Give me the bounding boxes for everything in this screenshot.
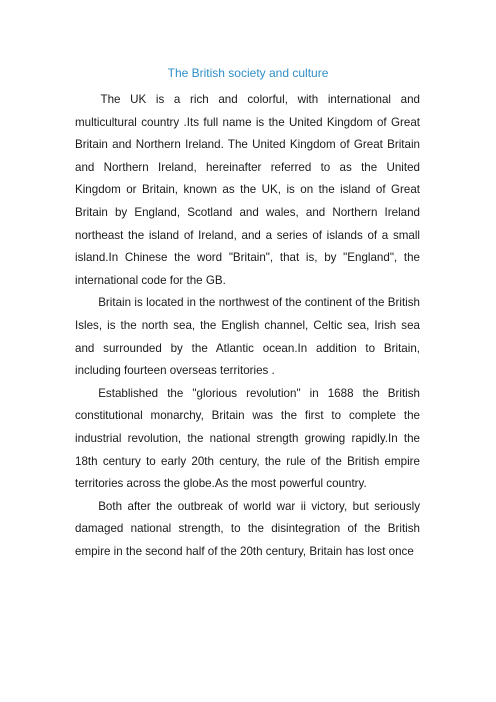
document-body — [75, 89, 420, 563]
paragraph-history: Established the "glorious revolution" in 1688 the British constitutional monarchy, Britain was the first to complete the industrial revolution, the national strength growing rapidly.In the 18th century to early 20th century, the rule of the British empire territories across the globe.As the most powerful country. — [75, 386, 420, 491]
paragraph-overview: The UK is a rich and colorful, with international and multicultural country .Its full name is the United Kingdom of Great Britain and Northern Ireland. The United Kingdom of Great Britain and Northern Ireland, hereinafter referred to as the United Kingdom or Britain, known as the UK, is on the island of Great Britain by England, Scotland and wales, and Northern Ireland northeast the island of Ireland, and a series of islands of a small island.In Chinese the word "Britain", that is, by "England", the international code for the GB. — [75, 93, 420, 287]
document-title: The British society and culture — [167, 66, 329, 80]
paragraph-decline: Both after the outbreak of world war ii victory, but seriously damaged national strength, to the disintegration of the British empire in the second half of the 20th century, Britain has lost once — [75, 499, 420, 558]
paragraph-geography: Britain is located in the northwest of the continent of the British Isles, is the north sea, the English channel, Celtic sea, Irish sea and surrounded by the Atlantic ocean.In addition to Britain, including fourteen overseas territories . — [75, 296, 420, 378]
